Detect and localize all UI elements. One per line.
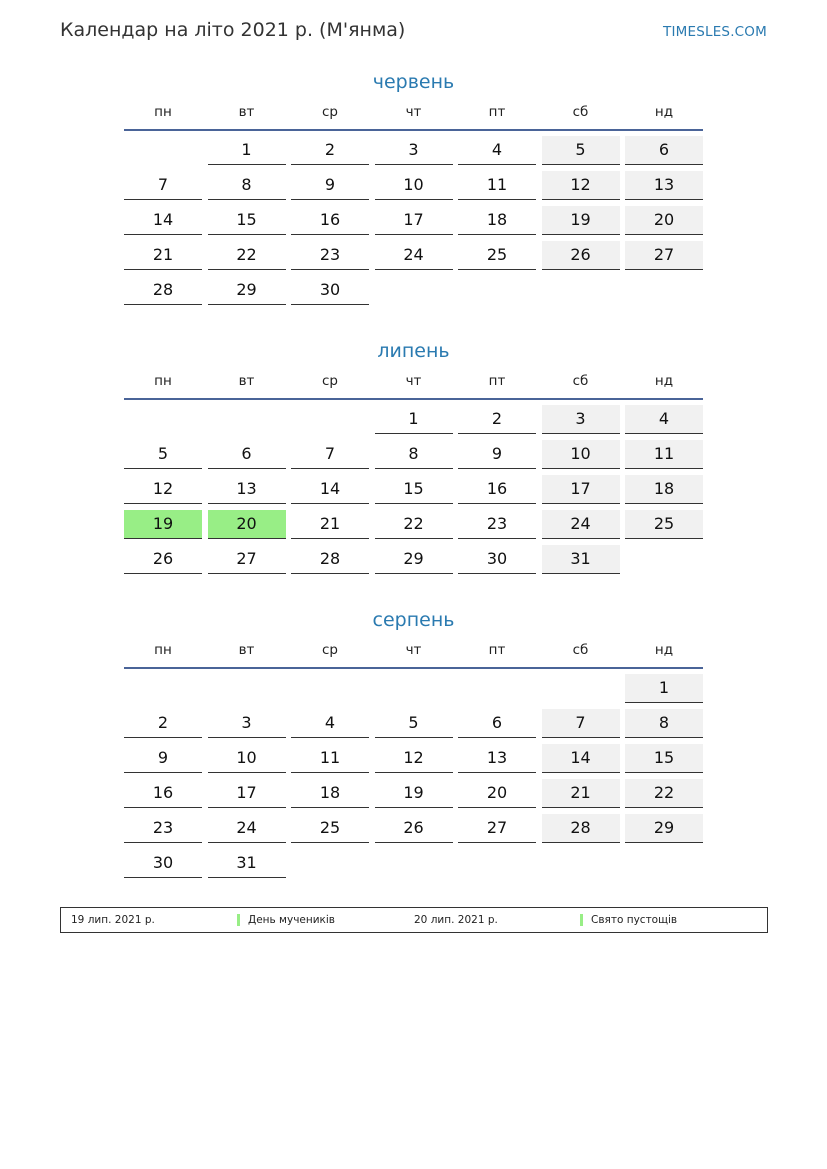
- weekday-label: пн: [154, 642, 172, 658]
- site-link[interactable]: TIMESLES.COM: [663, 24, 767, 40]
- month-divider: [124, 129, 703, 131]
- day-cell[interactable]: 11: [291, 744, 369, 773]
- legend-holiday-name: Свято пустощів: [580, 914, 677, 926]
- day-grid: [124, 405, 703, 574]
- day-cell[interactable]: 17: [208, 779, 286, 808]
- weekday-header: [124, 638, 703, 662]
- day-cell[interactable]: 24: [375, 241, 453, 270]
- weekday-label: пт: [488, 373, 506, 389]
- empty-cell: [208, 405, 286, 433]
- weekend-day-cell[interactable]: 31: [542, 545, 620, 574]
- weekend-day-cell[interactable]: 19: [542, 206, 620, 235]
- weekend-day-cell[interactable]: 8: [625, 709, 703, 738]
- weekday-label: сб: [572, 104, 589, 120]
- weekend-day-cell[interactable]: 6: [625, 136, 703, 165]
- weekend-day-cell[interactable]: 4: [625, 405, 703, 434]
- day-cell[interactable]: 12: [124, 475, 202, 504]
- day-cell[interactable]: 28: [124, 276, 202, 305]
- day-cell[interactable]: 4: [291, 709, 369, 738]
- weekday-label: чт: [405, 642, 422, 658]
- day-cell[interactable]: 27: [208, 545, 286, 574]
- day-cell[interactable]: 18: [291, 779, 369, 808]
- day-cell[interactable]: 4: [458, 136, 536, 165]
- month-title: липень: [377, 340, 450, 362]
- day-cell[interactable]: 16: [124, 779, 202, 808]
- weekend-day-cell[interactable]: 26: [542, 241, 620, 270]
- day-cell[interactable]: 9: [291, 171, 369, 200]
- day-cell[interactable]: 31: [208, 849, 286, 878]
- weekday-label: пн: [154, 373, 172, 389]
- empty-cell: [458, 674, 536, 702]
- empty-cell: [124, 136, 202, 164]
- day-cell[interactable]: 25: [458, 241, 536, 270]
- day-cell[interactable]: 3: [375, 136, 453, 165]
- day-cell[interactable]: 5: [375, 709, 453, 738]
- weekday-header: [124, 369, 703, 393]
- weekend-day-cell[interactable]: 18: [625, 475, 703, 504]
- day-cell[interactable]: 23: [291, 241, 369, 270]
- day-cell[interactable]: 22: [208, 241, 286, 270]
- day-cell[interactable]: 21: [124, 241, 202, 270]
- day-cell[interactable]: 15: [375, 475, 453, 504]
- weekend-day-cell[interactable]: 15: [625, 744, 703, 773]
- weekend-day-cell[interactable]: 29: [625, 814, 703, 843]
- day-cell[interactable]: 5: [124, 440, 202, 469]
- day-cell[interactable]: 23: [124, 814, 202, 843]
- weekday-label: вт: [238, 104, 255, 120]
- weekend-day-cell[interactable]: 20: [625, 206, 703, 235]
- legend-date: 20 лип. 2021 р.: [414, 914, 498, 926]
- weekday-label: чт: [405, 104, 422, 120]
- weekend-day-cell[interactable]: 28: [542, 814, 620, 843]
- empty-cell: [291, 674, 369, 702]
- weekend-day-cell[interactable]: 22: [625, 779, 703, 808]
- weekday-label: пт: [488, 642, 506, 658]
- month-divider: [124, 667, 703, 669]
- day-cell[interactable]: 8: [208, 171, 286, 200]
- day-cell[interactable]: 16: [291, 206, 369, 235]
- weekday-label: вт: [238, 642, 255, 658]
- day-cell[interactable]: 16: [458, 475, 536, 504]
- month-august: [124, 606, 703, 878]
- day-cell[interactable]: 2: [458, 405, 536, 434]
- day-cell[interactable]: 8: [375, 440, 453, 469]
- day-cell[interactable]: 19: [375, 779, 453, 808]
- weekend-day-cell[interactable]: 21: [542, 779, 620, 808]
- day-cell[interactable]: 30: [291, 276, 369, 305]
- day-cell[interactable]: 2: [291, 136, 369, 165]
- day-cell[interactable]: 14: [124, 206, 202, 235]
- day-grid: [124, 136, 703, 305]
- day-cell[interactable]: 2: [124, 709, 202, 738]
- day-cell[interactable]: 12: [375, 744, 453, 773]
- month-title: червень: [372, 71, 455, 93]
- day-cell[interactable]: 1: [208, 136, 286, 165]
- day-cell[interactable]: 21: [291, 510, 369, 539]
- day-cell[interactable]: 11: [458, 171, 536, 200]
- day-cell[interactable]: 9: [124, 744, 202, 773]
- month-divider: [124, 398, 703, 400]
- weekend-day-cell[interactable]: 1: [625, 674, 703, 703]
- day-cell[interactable]: 28: [291, 545, 369, 574]
- day-cell[interactable]: 15: [208, 206, 286, 235]
- weekday-label: пт: [488, 104, 506, 120]
- day-cell[interactable]: 14: [291, 475, 369, 504]
- day-cell[interactable]: 13: [458, 744, 536, 773]
- legend-date: 19 лип. 2021 р.: [71, 914, 155, 926]
- day-cell[interactable]: 29: [375, 545, 453, 574]
- day-cell[interactable]: 7: [124, 171, 202, 200]
- day-cell[interactable]: 20: [458, 779, 536, 808]
- weekday-label: нд: [654, 373, 674, 389]
- weekday-label: сб: [572, 373, 589, 389]
- day-cell[interactable]: 1: [375, 405, 453, 434]
- day-cell[interactable]: 17: [375, 206, 453, 235]
- weekend-day-cell[interactable]: 3: [542, 405, 620, 434]
- weekend-day-cell[interactable]: 7: [542, 709, 620, 738]
- weekend-day-cell[interactable]: 5: [542, 136, 620, 165]
- day-cell[interactable]: 3: [208, 709, 286, 738]
- weekend-day-cell[interactable]: 14: [542, 744, 620, 773]
- weekday-label: ср: [322, 373, 338, 389]
- weekday-label: чт: [405, 373, 422, 389]
- empty-cell: [375, 674, 453, 702]
- weekday-label: вт: [238, 373, 255, 389]
- day-cell[interactable]: 10: [208, 744, 286, 773]
- legend-holiday-name: День мучеників: [237, 914, 335, 926]
- empty-cell: [124, 405, 202, 433]
- weekend-day-cell[interactable]: 10: [542, 440, 620, 469]
- day-cell[interactable]: 10: [375, 171, 453, 200]
- day-cell[interactable]: 30: [458, 545, 536, 574]
- day-cell[interactable]: 30: [124, 849, 202, 878]
- weekend-day-cell[interactable]: 17: [542, 475, 620, 504]
- weekday-label: нд: [654, 642, 674, 658]
- month-july: [124, 337, 703, 574]
- day-cell[interactable]: 27: [458, 814, 536, 843]
- day-cell[interactable]: 18: [458, 206, 536, 235]
- empty-cell: [291, 405, 369, 433]
- weekend-day-cell[interactable]: 27: [625, 241, 703, 270]
- day-cell[interactable]: 23: [458, 510, 536, 539]
- day-cell[interactable]: 22: [375, 510, 453, 539]
- weekend-day-cell[interactable]: 25: [625, 510, 703, 539]
- weekday-label: пн: [154, 104, 172, 120]
- day-grid: [124, 674, 703, 878]
- day-cell[interactable]: 7: [291, 440, 369, 469]
- empty-cell: [124, 674, 202, 702]
- weekend-day-cell[interactable]: 12: [542, 171, 620, 200]
- empty-cell: [542, 674, 620, 702]
- month-title: серпень: [372, 609, 455, 631]
- holiday-legend: [60, 907, 768, 933]
- month-june: [124, 68, 703, 305]
- day-cell[interactable]: 13: [208, 475, 286, 504]
- day-cell[interactable]: 26: [124, 545, 202, 574]
- day-cell[interactable]: 6: [208, 440, 286, 469]
- holiday-day-cell[interactable]: 20: [208, 510, 286, 539]
- weekend-day-cell[interactable]: 24: [542, 510, 620, 539]
- day-cell[interactable]: 24: [208, 814, 286, 843]
- weekday-label: ср: [322, 104, 338, 120]
- day-cell[interactable]: 9: [458, 440, 536, 469]
- weekend-day-cell[interactable]: 13: [625, 171, 703, 200]
- empty-cell: [208, 674, 286, 702]
- weekend-day-cell[interactable]: 11: [625, 440, 703, 469]
- weekday-label: ср: [322, 642, 338, 658]
- weekday-header: [124, 100, 703, 124]
- day-cell[interactable]: 25: [291, 814, 369, 843]
- holiday-day-cell[interactable]: 19: [124, 510, 202, 539]
- weekday-label: сб: [572, 642, 589, 658]
- page-title: Календар на літо 2021 р. (М'янма): [60, 19, 406, 41]
- weekday-label: нд: [654, 104, 674, 120]
- day-cell[interactable]: 29: [208, 276, 286, 305]
- day-cell[interactable]: 26: [375, 814, 453, 843]
- day-cell[interactable]: 6: [458, 709, 536, 738]
